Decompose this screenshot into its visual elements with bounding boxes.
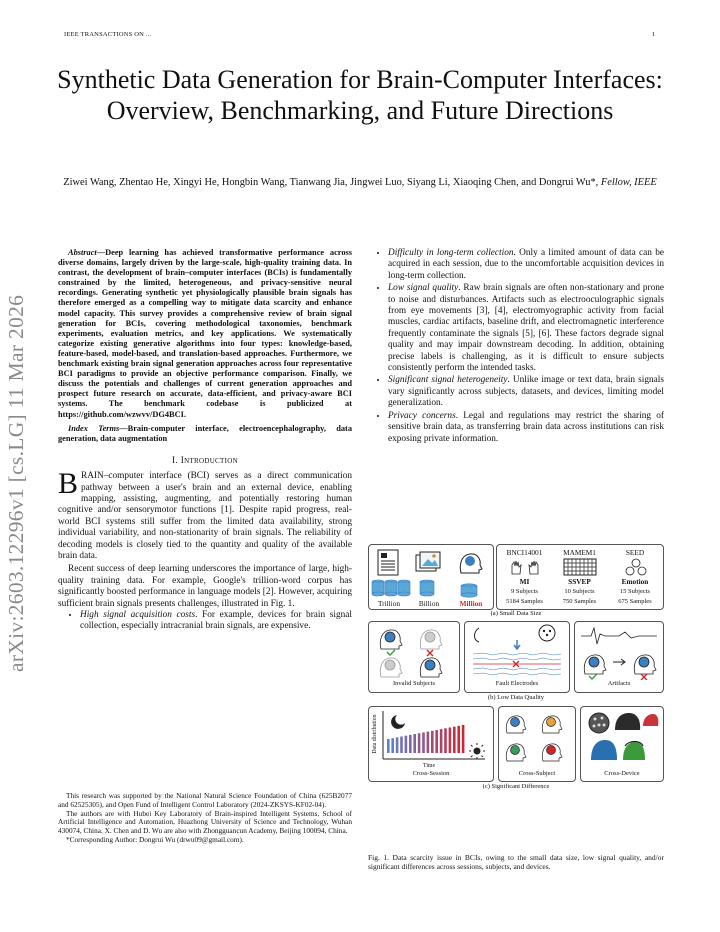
session-drift-chart	[381, 709, 489, 765]
session-bar	[440, 729, 443, 753]
figure-caption: Fig. 1. Data scarcity issue in BCIs, owing to the small data size, low signal quality, and/or significant differences across sessions, subjects, and devices.	[368, 853, 664, 872]
session-bar	[453, 727, 456, 753]
dataset-name: MAMEM1	[563, 548, 596, 557]
bullet-text: . Legal and regulations may restrict the sharing of sensitive brain data, as transferring brain data across institutions can risk exposing private information.	[388, 410, 664, 444]
abstract-text: —Deep learning has achieved transformative performance across diverse domains, largely driven by the large-scale, high-quality training data. In contrast, the development of brain–computer interfaces (BCIs) is fundamentally constrained by the limited, heterogeneous, and privacy-sensitive neural recordings. Generating synthetic yet physiologically plausible brain signals has therefore emerged as a compelling way to mitigate data scarcity and enhance model capacity. This survey provides a comprehensive review of brain signal generation for BCIs, covering methodological taxonomies, benchmark experiments, evaluation metrics, and key applications. We systematically categorize existing generative algorithms into four types: knowledge-based, feature-based, model-based, and translation-based approaches. Furthermore, we benchmark existing brain signal generation approaches across four representative BCI paradigms to provide an objective performance comparison. Finally, we discuss the potentials and challenges of current generation approaches and prospect future research on accurate, data-efficient, and privacy-aware BCI systems. The benchmark codebase is publicized at https://github.com/wzwvv/DG4BCI.	[58, 248, 352, 419]
sun-icon	[469, 743, 485, 759]
panel-c-label-subject: Cross-Subject	[518, 770, 556, 777]
eeg-devices-icon	[585, 710, 659, 766]
panel-c-cross-subject	[498, 706, 576, 782]
bullet-title: Significant signal heterogeneity	[388, 375, 508, 386]
footnote-corresponding: *Corresponding Author: Dongrui Wu (drwu09@gmail.com).	[66, 834, 244, 844]
brain-head-icon	[455, 549, 485, 577]
bullet-text: . For example, devices for brain signal collection, especially intracranial brain signals, are expensive.	[80, 610, 352, 632]
panel-a-caption: (a) Small Data Size	[490, 610, 542, 617]
bullet-text: . Raw brain signals are often non-stationary and prone to noise and disturbances. Artifacts such as electrooculographic signals from eye movements [3], [4], electromyographic activity from facial muscles, cardiac artifacts, baseline drift, and electromagnetic interference frequently contaminate the signals [5], [6]. These factors degrade signal quality and may impair downstream decoding. In addition, obtaining precise labels is challenging, as it is difficult to ensure subjects consistently perform the intended tasks.	[388, 283, 664, 374]
moon-icon	[391, 715, 405, 729]
intro-paragraph-2: Recent success of deep learning underscores the importance of large, high-quality training data. For example, Google's trillion-word corpus has significantly boosted performance in language models [2]. However, acquiring sufficient brain signals presents challenges, illustrated in Fig. 1.	[58, 564, 352, 609]
dataset-paradigm: Emotion	[621, 577, 649, 586]
dataset-paradigm: MI	[519, 577, 530, 586]
author-list	[60, 176, 660, 190]
left-column	[58, 248, 352, 634]
abstract	[58, 248, 352, 420]
hands-icon	[509, 559, 541, 575]
session-bar	[427, 732, 430, 753]
panel-a-dataset-box	[496, 544, 664, 610]
figure-1	[368, 544, 664, 872]
session-bar	[435, 730, 438, 753]
session-bar	[391, 738, 394, 753]
session-bar	[405, 736, 408, 753]
session-bars	[387, 725, 464, 753]
intro-lead-word: RAIN	[81, 471, 104, 482]
session-bar	[413, 734, 416, 753]
bullet-title: Privacy concerns	[388, 410, 456, 421]
emotion-faces-icon	[625, 558, 647, 576]
abstract-label: Abstract	[68, 248, 97, 257]
panel-a-scale-box	[368, 544, 494, 610]
dataset-name: SEED	[625, 548, 645, 557]
checkerboard-icon	[563, 558, 597, 576]
panel-c-ylabel: Data distribution	[372, 714, 378, 754]
intro-paragraph-1	[58, 467, 352, 562]
dataset-name: BNCI14001	[506, 548, 543, 557]
panel-c-cross-session	[368, 706, 494, 782]
panel-c-cross-device	[580, 706, 664, 782]
section-heading-introduction: I. Introduction	[172, 455, 238, 466]
dataset-subjects: 15 Subjects	[619, 588, 651, 595]
panel-c-label-session: Cross-Session	[412, 770, 450, 777]
artifact-wave-icon	[579, 624, 659, 680]
document-icon	[373, 549, 403, 577]
bullet-title: Difficulty in long-term collection	[388, 248, 514, 258]
page-number: 1	[652, 31, 656, 38]
session-bar	[387, 739, 390, 753]
panel-b-artifacts	[574, 621, 664, 693]
index-terms-text: —Brain-computer interface, electroencephalography, data generation, data augmentation	[58, 423, 352, 443]
panel-b-caption: (b) Low Data Quality	[487, 694, 545, 701]
image-gallery-icon	[413, 549, 443, 577]
scale-label-million: Million	[459, 599, 483, 608]
paper-title: Synthetic Data Generation for Brain-Computer Interfaces: Overview, Benchmarking, and Future Directions	[57, 65, 663, 125]
arxiv-stamp: arXiv:2603.12296v1 [cs.LG] 11 Mar 2026	[4, 294, 28, 672]
dataset-subjects: 10 Subjects	[564, 588, 595, 595]
subjects-grid-icon	[503, 711, 571, 765]
session-bar	[418, 733, 421, 753]
session-bar	[444, 728, 447, 753]
bullet-title: High signal acquisition costs	[80, 610, 196, 621]
author-names: Ziwei Wang, Zhentao He, Xingyi He, Hongbin Wang, Tianwang Jia, Jingwei Luo, Siyang Li, Xiaoqing Chen, and Dongrui Wu*,	[63, 177, 599, 188]
running-head: IEEE TRANSACTIONS ON ...	[64, 31, 152, 38]
dataset-samples: 5184 Samples	[506, 598, 543, 605]
session-bar	[457, 726, 460, 753]
footnotes	[58, 792, 352, 845]
panel-c-caption: (c) Significant Difference	[482, 783, 550, 790]
dataset-samples: 750 Samples	[562, 598, 597, 605]
panel-b-label-fault: Fault Electrodes	[495, 680, 539, 687]
index-terms-label: Index Terms	[68, 423, 120, 433]
bullet-signal-quality	[388, 283, 664, 374]
scale-label-billion: Billion	[418, 599, 440, 608]
subjects-heads-icon	[375, 625, 455, 679]
drop-cap: B	[58, 467, 79, 501]
author-fellow: Fellow, IEEE	[600, 177, 657, 188]
bullet-text: . Unlike image or text data, brain signals vary significantly across subjects, datasets, and devices, limiting model generalization.	[388, 375, 664, 409]
session-bar	[422, 732, 425, 753]
panel-b-invalid-subjects	[368, 621, 460, 693]
right-bullet-list	[366, 248, 664, 445]
panel-c-xlabel: Time	[422, 763, 436, 769]
session-bar	[409, 735, 412, 753]
bullet-long-term	[388, 248, 664, 282]
dataset-paradigm: SSVEP	[568, 577, 591, 586]
electrode-signal-icon	[469, 624, 565, 680]
right-column	[366, 248, 664, 446]
bullet-text: . Only a limited amount of data can be acquired in each session, due to the uncomfortable acquisition devices in long-term collection.	[388, 248, 664, 281]
left-bullet-list	[58, 610, 352, 633]
bullet-acquisition-costs	[80, 610, 352, 633]
bullet-privacy	[388, 411, 664, 445]
bullet-heterogeneity	[388, 375, 664, 409]
intro-p1-text: –computer interface (BCI) serves as a direct communication pathway between a user's brain and an external device, enabling mapping, assisting, augmenting, and potentially restoring human cognitive and/or sensorymotor functions [1]. Despite rapid progress, real-world BCI systems still suffer from the limited data availability, strong individual variability, and non-stationarity of brain signals. The reliability of decoding models is closely tied to the quantity and quality of the available brain data.	[58, 471, 352, 562]
panel-b-label-invalid: Invalid Subjects	[392, 680, 436, 687]
bullet-title: Low signal quality	[388, 283, 459, 294]
dataset-samples: 675 Samples	[618, 598, 652, 605]
footnote-affiliation: The authors are with Hubei Key Laboratory of Brain-inspired Intelligent Systems, School of Artificial Intelligence and Automation, Huazhong University of Science and Technology, Wuhan 430074, China. X. Chen and D. Wu are also with Zhongguancun Academy, Beijing 100094, China.	[58, 808, 352, 836]
panel-c-label-device: Cross-Device	[604, 770, 640, 777]
session-bar	[462, 725, 465, 753]
session-bar	[400, 737, 403, 753]
panel-b-label-artifacts: Artifacts	[607, 680, 631, 687]
panel-b-fault-electrodes	[464, 621, 570, 693]
dataset-subjects: 9 Subjects	[511, 588, 538, 595]
index-terms	[58, 424, 352, 444]
scale-label-trillion: Trillion	[377, 599, 401, 608]
footnote-funding: This research was supported by the National Natural Science Foundation of China (625B2077 and 62525305), and Open Fund of Intelligent Control Laboratory (2024-ZKSYS-KF02-04).	[58, 791, 352, 809]
session-bar	[449, 727, 452, 753]
session-bar	[396, 737, 399, 753]
session-bar	[431, 731, 434, 753]
database-stacks-icon	[371, 577, 489, 599]
